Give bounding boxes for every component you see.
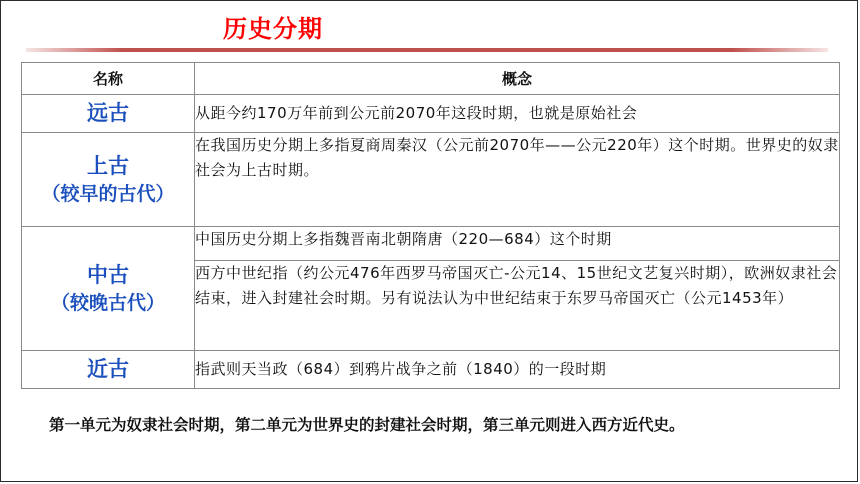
header-concept: 概念 <box>195 63 840 95</box>
name-cell-zhonggu <box>22 227 195 351</box>
concept-yuangu: 从距今约170万年前到公元前2070年这段时期，也就是原始社会 <box>195 95 840 133</box>
header-name: 名称 <box>22 63 195 95</box>
row-shanggu <box>22 133 840 227</box>
period-name-yuangu: 远古 <box>87 101 129 125</box>
period-name-shanggu: 上古 <box>87 153 129 178</box>
row-jingu <box>22 351 840 389</box>
concept-shanggu: 在我国历史分期上多指夏商周秦汉（公元前2070年——公元220年）这个时期。世界史的奴隶社会为上古时期。 <box>195 133 840 227</box>
period-subtitle-zhonggu: （较晚古代） <box>50 291 165 314</box>
concept-jingu: 指武则天当政（684）到鸦片战争之前（1840）的一段时期 <box>195 351 840 389</box>
row-yuangu <box>22 95 840 133</box>
summary-text: 第一单元为奴隶社会时期，第二单元为世界史的封建社会时期，第三单元则进入西方近代史。 <box>49 416 685 434</box>
row-zhonggu-china <box>22 227 840 261</box>
periods-table <box>21 62 840 389</box>
concept-zhonggu-china: 中国历史分期上多指魏晋南北朝隋唐（220—684）这个时期 <box>195 227 840 261</box>
table-header-row <box>22 63 840 95</box>
name-cell-jingu <box>22 351 195 389</box>
title-underline <box>26 48 828 52</box>
name-cell-shanggu <box>22 133 195 227</box>
period-subtitle-shanggu: （较早的古代） <box>41 182 175 205</box>
period-name-jingu: 近古 <box>87 357 129 381</box>
period-name-zhonggu: 中古 <box>87 262 129 287</box>
page-title: 历史分期 <box>223 15 323 43</box>
concept-zhonggu-world: 西方中世纪指（约公元476年西罗马帝国灭亡-公元14、15世纪文艺复兴时期），欧洲奴隶社会结束，进入封建社会时期。另有说法认为中世纪结束于东罗马帝国灭亡（公元1453年） <box>195 261 840 351</box>
name-cell-yuangu <box>22 95 195 133</box>
